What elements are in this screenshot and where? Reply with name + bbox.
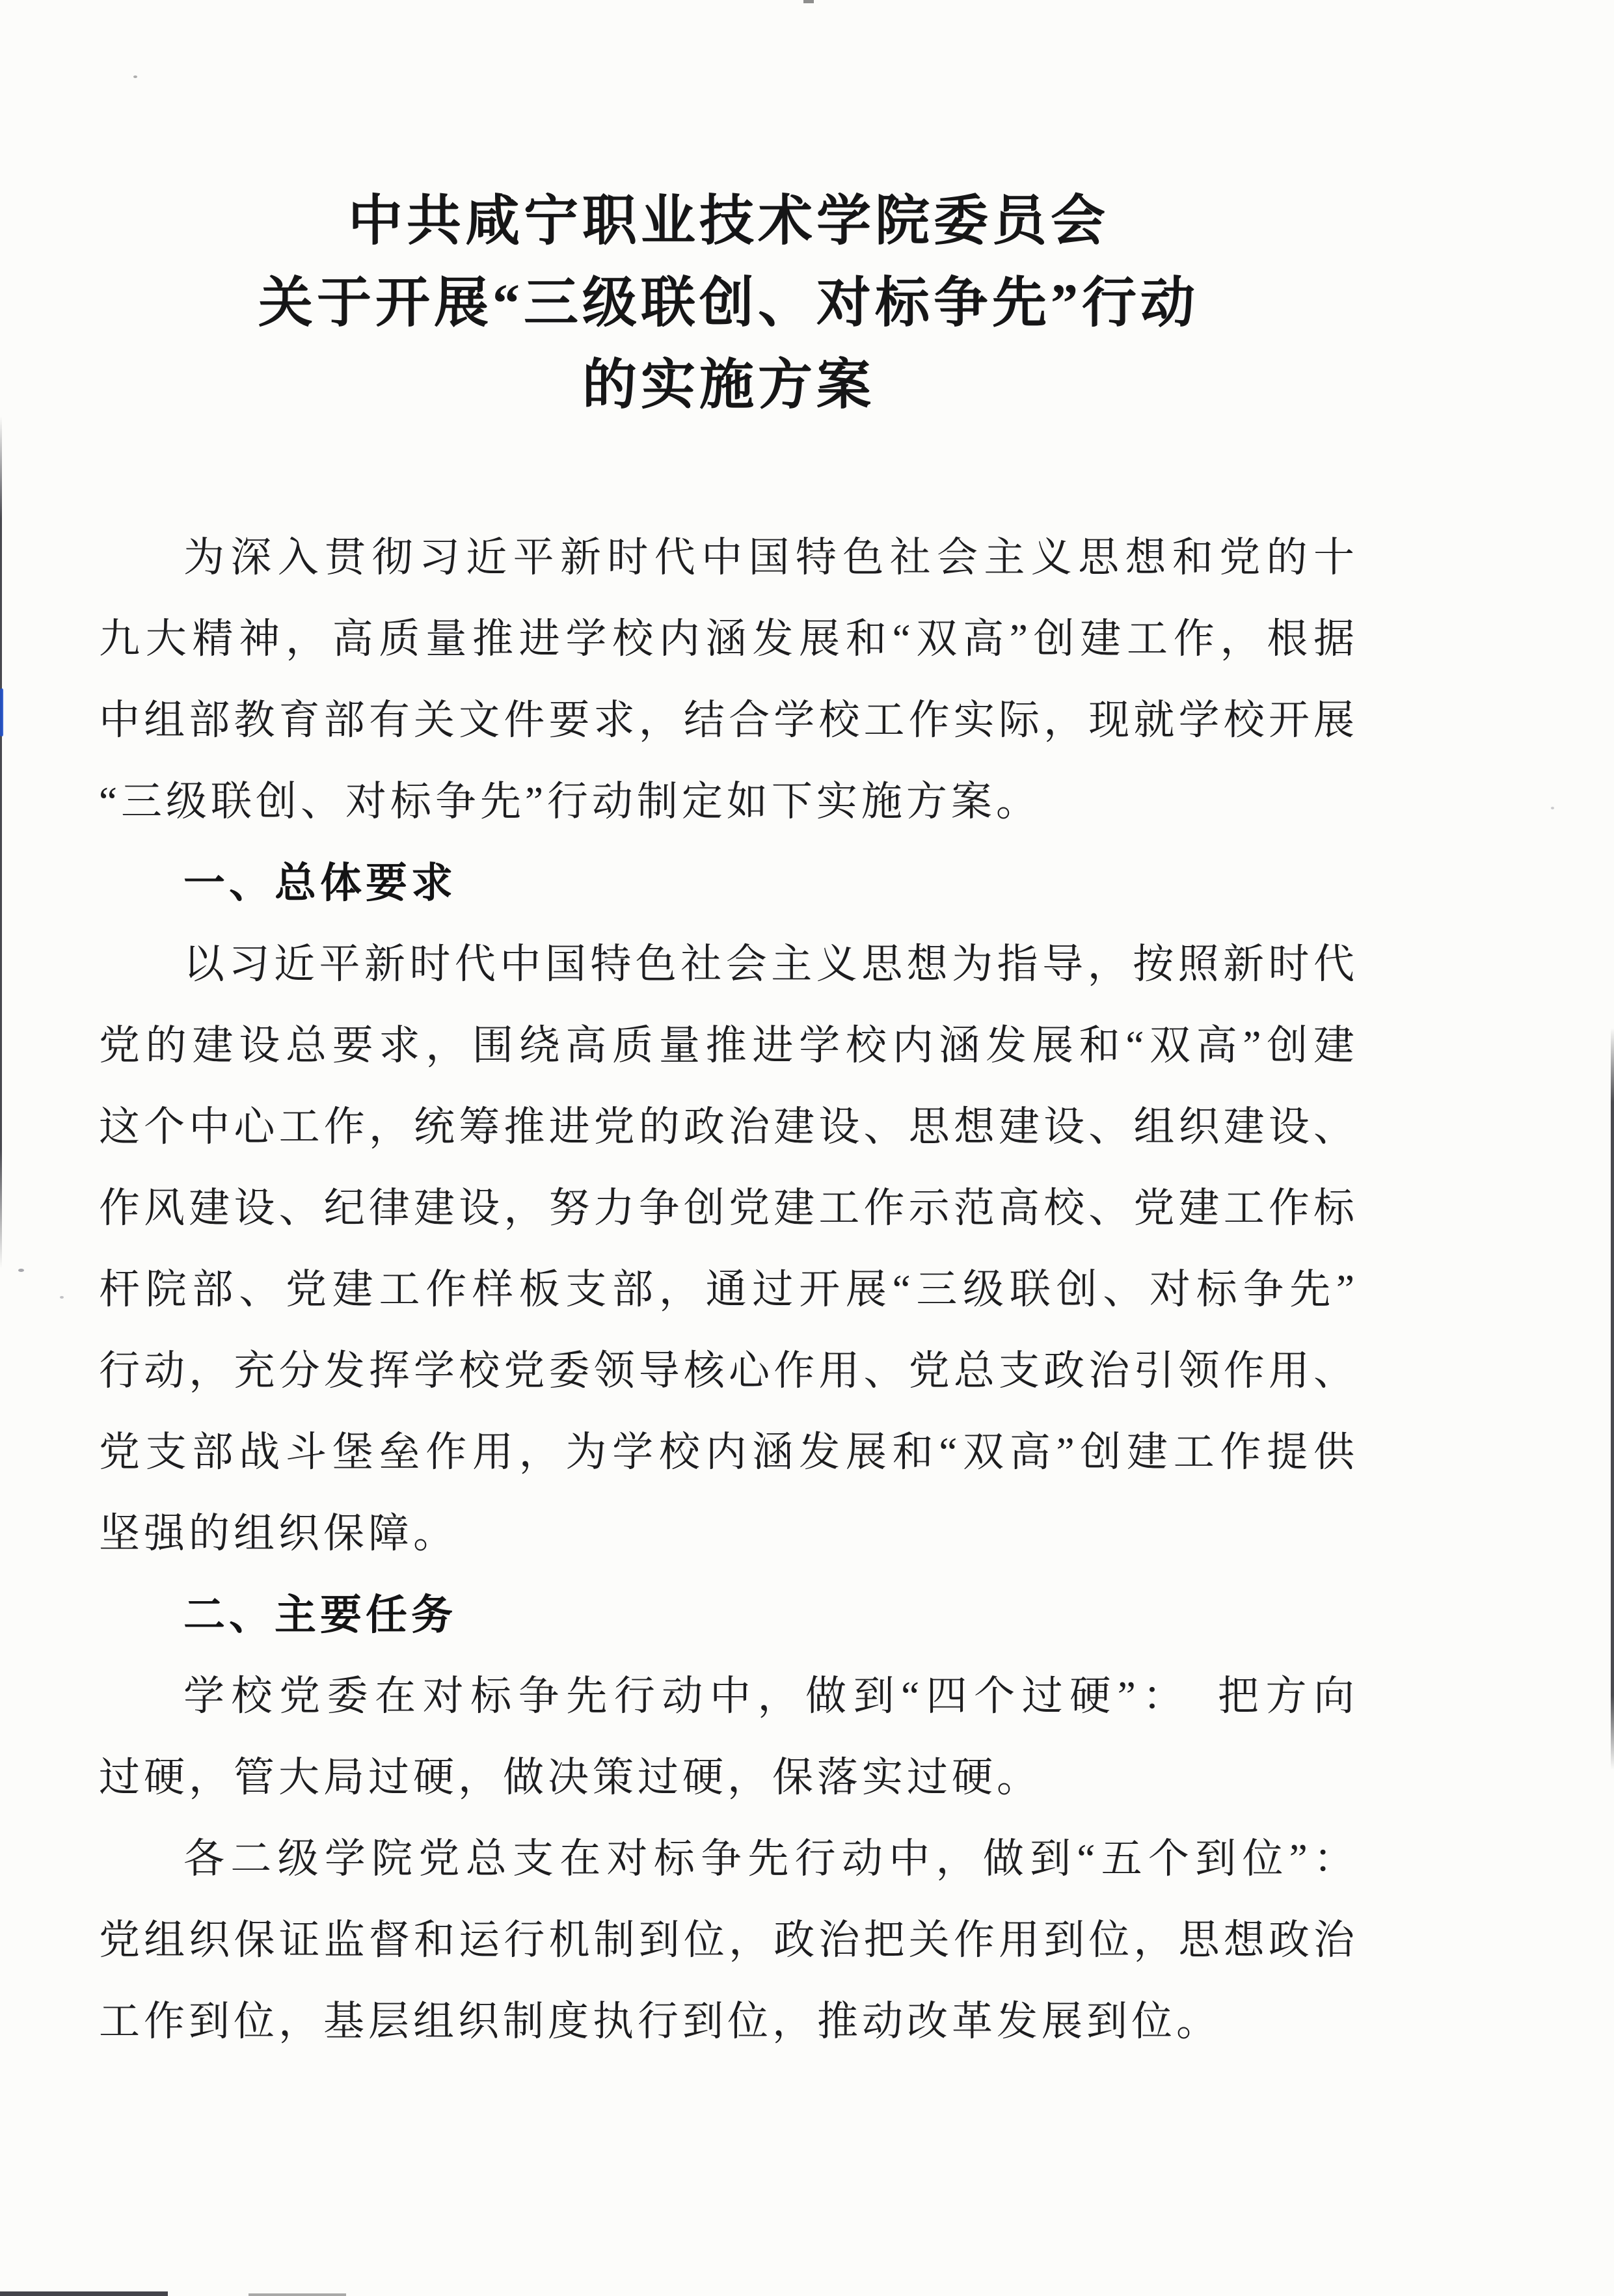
body-line: 为深入贯彻习近平新时代中国特色社会主义思想和党的十 (183, 535, 1358, 580)
body-line: “三级联创、对标争先”行动制定如下实施方案。 (99, 779, 1041, 824)
document-title-line: 的实施方案 (582, 355, 875, 416)
body-line: 工作到位，基层组织制度执行到位，推动改革发展到位。 (99, 1999, 1221, 2044)
scan-edge-left-line (0, 416, 2, 1269)
body-line: 中组部教育部有关文件要求，结合学校工作实际，现就学校开展 (99, 697, 1358, 743)
document-title-line: 中共咸宁职业技术学院委员会 (347, 191, 1109, 252)
section-heading: 二、主要任务 (183, 1591, 457, 1638)
body-line: 党的建设总要求，围绕高质量推进学校内涵发展和“双高”创建 (99, 1023, 1358, 1068)
scan-bottom-edge-mark (0, 2291, 168, 2296)
document-body (99, 517, 1358, 2062)
body-line: 过硬，管大局过硬，做决策过硬，保落实过硬。 (99, 1755, 1042, 1800)
body-line: 杆院部、党建工作样板支部，通过开展“三级联创、对标争先” (99, 1267, 1358, 1312)
document-title (99, 181, 1358, 427)
body-line: 各二级学院党总支在对标争先行动中，做到“五个到位”： (183, 1836, 1358, 1882)
scan-bottom-edge-mark (249, 2293, 346, 2296)
title-body-gap (99, 427, 1358, 517)
body-line: 作风建设、纪律建设，努力争创党建工作示范高校、党建工作标 (99, 1185, 1358, 1231)
scan-edge-right-shadow (1611, 1028, 1614, 1770)
body-line: 学校党委在对标争先行动中，做到“四个过硬”： 把方向 (183, 1673, 1358, 1719)
scan-speck (1551, 807, 1554, 809)
section-heading: 一、总体要求 (183, 859, 457, 906)
scan-speck (60, 1296, 64, 1299)
document-title-line: 关于开展“三级联创、对标争先”行动 (258, 273, 1199, 334)
body-line: 行动，充分发挥学校党委领导核心作用、党总支政治引领作用、 (99, 1348, 1358, 1394)
scan-speck (18, 1269, 24, 1272)
scan-speck (133, 75, 137, 78)
body-line: 这个中心工作，统筹推进党的政治建设、思想建设、组织建设、 (99, 1104, 1358, 1150)
body-line: 以习近平新时代中国特色社会主义思想为指导，按照新时代 (183, 941, 1358, 987)
body-line: 党组织保证监督和运行机制到位，政治把关作用到位，思想政治 (99, 1917, 1358, 1963)
body-line: 九大精神，高质量推进学校内涵发展和“双高”创建工作，根据 (99, 616, 1358, 662)
scan-top-edge-mark (803, 0, 814, 3)
body-line: 党支部战斗堡垒作用，为学校内涵发展和“双高”创建工作提供 (99, 1429, 1358, 1475)
scan-blue-mark (0, 688, 3, 736)
page-content (99, 181, 1358, 2062)
body-line: 坚强的组织保障。 (99, 1511, 458, 1556)
